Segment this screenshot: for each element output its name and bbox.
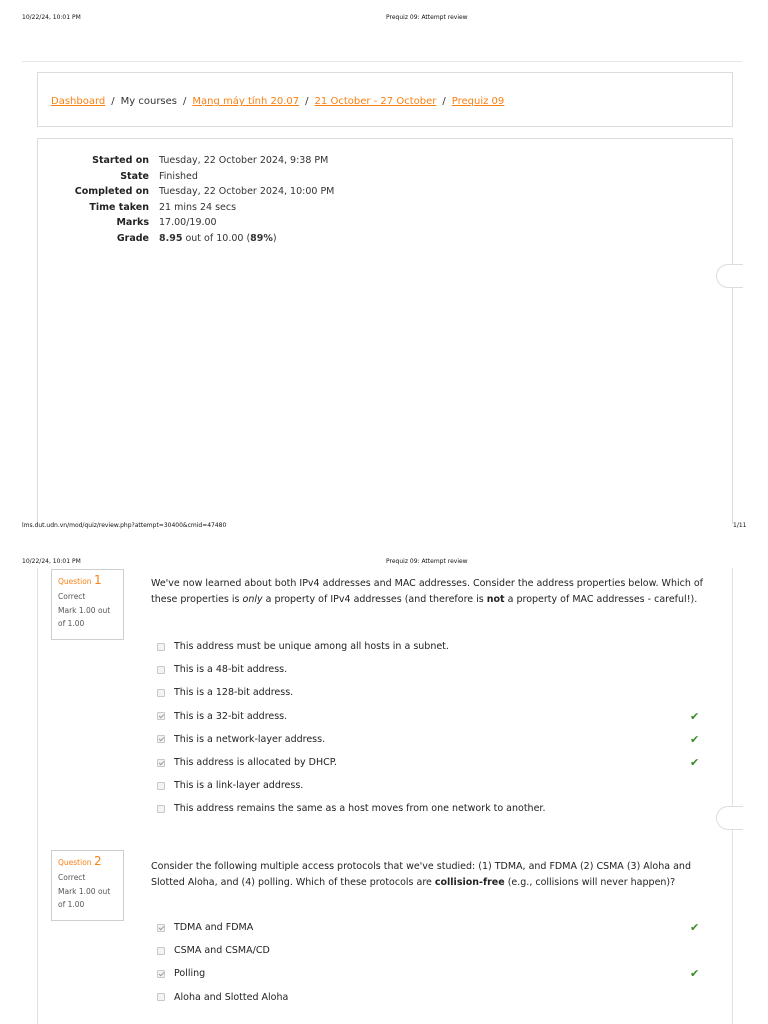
grade-out-of: out of 10.00 ( <box>182 232 251 244</box>
checkbox-icon[interactable] <box>157 759 165 767</box>
question-1-info <box>51 569 124 640</box>
breadcrumb-dashboard-link[interactable]: Dashboard <box>51 96 106 107</box>
checkbox-icon[interactable] <box>157 712 165 720</box>
question-2-answers <box>157 916 700 1009</box>
grade-value <box>159 231 277 247</box>
completed-label: Completed on <box>74 186 149 197</box>
checkbox-icon[interactable] <box>157 735 165 743</box>
completed-value: Tuesday, 22 October 2024, 10:00 PM <box>159 186 335 197</box>
print-title: Prequiz 09: Attempt review <box>386 558 468 565</box>
breadcrumb-separator: / <box>111 96 115 107</box>
checkbox-icon[interactable] <box>157 805 165 813</box>
checkbox-icon[interactable] <box>157 970 165 978</box>
marks-value: 17.00/19.00 <box>159 217 217 228</box>
answer-option[interactable] <box>157 962 700 985</box>
question-1-number: Question 1 <box>58 573 102 587</box>
state-label: State <box>120 170 149 182</box>
top-divider <box>22 61 742 62</box>
question-2-mark: Mark 1.00 out of 1.00 <box>58 887 111 909</box>
answer-text: This is a network-layer address. <box>174 733 326 745</box>
state-value: Finished <box>159 170 198 182</box>
drawer-toggle-tab[interactable] <box>716 264 743 288</box>
checkbox-icon[interactable] <box>157 924 165 932</box>
check-icon: ✔ <box>690 732 700 746</box>
question-2-number: Question 2 <box>58 854 102 868</box>
breadcrumb-week-link[interactable]: 21 October - 27 October <box>314 96 437 107</box>
drawer-toggle-tab[interactable] <box>716 806 743 830</box>
check-icon: ✔ <box>690 756 700 770</box>
answer-option[interactable] <box>157 774 545 797</box>
question-1-answers <box>157 635 700 821</box>
answer-option[interactable] <box>157 797 545 820</box>
answer-text: Polling <box>174 968 206 980</box>
checkbox-icon[interactable] <box>157 947 165 955</box>
marks-label: Marks <box>116 217 149 228</box>
answer-option[interactable] <box>157 705 700 728</box>
question-1-status: Correct <box>58 592 86 601</box>
answer-text: This address is allocated by DHCP. <box>174 757 337 769</box>
print-url: lms.dut.udn.vn/mod/quiz/review.php?attempt=30400&cmid=47480 <box>22 522 227 529</box>
checkbox-icon[interactable] <box>157 643 165 651</box>
answer-text: This is a 32-bit address. <box>174 710 288 722</box>
summary-row-grade <box>37 231 334 247</box>
checkbox-icon[interactable] <box>157 993 165 1001</box>
answer-option[interactable] <box>157 986 288 1009</box>
checkbox-icon[interactable] <box>157 666 165 674</box>
question-1-mark: Mark 1.00 out of 1.00 <box>58 606 111 628</box>
question-2-text: Consider the following multiple access protocols that we've studied: (1) TDMA, and FDMA (2) CSMA (3) Aloha and Slotted Aloha, and (4) polling. Which of these protocols are collision-free (e.g., collisions will never happen)? <box>151 861 691 888</box>
content-border-left <box>37 568 38 1024</box>
attempt-summary-table <box>37 153 334 246</box>
breadcrumb-separator: / <box>305 96 309 107</box>
breadcrumb-quiz-link[interactable]: Prequiz 09 <box>451 96 505 107</box>
breadcrumb-separator: / <box>183 96 187 107</box>
print-title: Prequiz 09: Attempt review <box>386 14 468 21</box>
answer-text: This is a link-layer address. <box>174 780 304 792</box>
grade-close: ) <box>272 232 277 244</box>
started-value: Tuesday, 22 October 2024, 9:38 PM <box>159 155 329 166</box>
breadcrumb <box>51 96 504 107</box>
answer-option[interactable] <box>157 635 545 658</box>
answer-text: This address remains the same as a host moves from one network to another. <box>174 803 546 815</box>
question-2-status: Correct <box>58 873 86 882</box>
time-value: 21 mins 24 secs <box>159 201 237 213</box>
breadcrumb-my-courses: My courses <box>120 96 178 107</box>
breadcrumb-card <box>37 72 733 127</box>
answer-option[interactable] <box>157 658 545 681</box>
breadcrumb-separator: / <box>442 96 446 107</box>
summary-row-state <box>37 169 334 185</box>
check-icon: ✔ <box>690 709 700 723</box>
grade-score: 8.95 <box>159 232 183 244</box>
answer-text: TDMA and FDMA <box>174 922 254 934</box>
grade-percent: 89% <box>250 232 273 244</box>
summary-row-marks <box>37 215 334 231</box>
answer-option[interactable] <box>157 916 700 939</box>
answer-option[interactable] <box>157 681 545 704</box>
answer-text: CSMA and CSMA/CD <box>174 945 270 957</box>
grade-label: Grade <box>116 232 149 244</box>
print-date: 10/22/24, 10:01 PM <box>22 558 81 565</box>
question-1-text: We've now learned about both IPv4 addresses and MAC addresses. Consider the address properties below. Which of these properties is only a property of IPv4 addresses (and therefore is not a property of MAC addresses - careful!). <box>151 578 704 605</box>
answer-option[interactable] <box>157 939 288 962</box>
summary-row-completed <box>37 184 334 200</box>
checkbox-icon[interactable] <box>157 782 165 790</box>
answer-option[interactable] <box>157 751 700 774</box>
time-label: Time taken <box>89 201 149 213</box>
answer-text: Aloha and Slotted Aloha <box>174 991 289 1003</box>
started-label: Started on <box>92 155 149 166</box>
check-icon: ✔ <box>690 921 700 935</box>
answer-text: This is a 48-bit address. <box>174 664 288 676</box>
answer-text: This is a 128-bit address. <box>174 687 294 699</box>
print-date: 10/22/24, 10:01 PM <box>22 14 81 21</box>
checkbox-icon[interactable] <box>157 689 165 697</box>
summary-row-started <box>37 153 334 169</box>
answer-option[interactable] <box>157 728 700 751</box>
print-page-number: 1/11 <box>733 522 747 529</box>
summary-row-time <box>37 200 334 216</box>
content-border-right <box>732 568 733 1024</box>
answer-text: This address must be unique among all hosts in a subnet. <box>174 641 449 653</box>
question-2-info <box>51 850 124 921</box>
check-icon: ✔ <box>690 967 700 981</box>
breadcrumb-course-link[interactable]: Mạng máy tính 20.07 <box>192 96 300 107</box>
